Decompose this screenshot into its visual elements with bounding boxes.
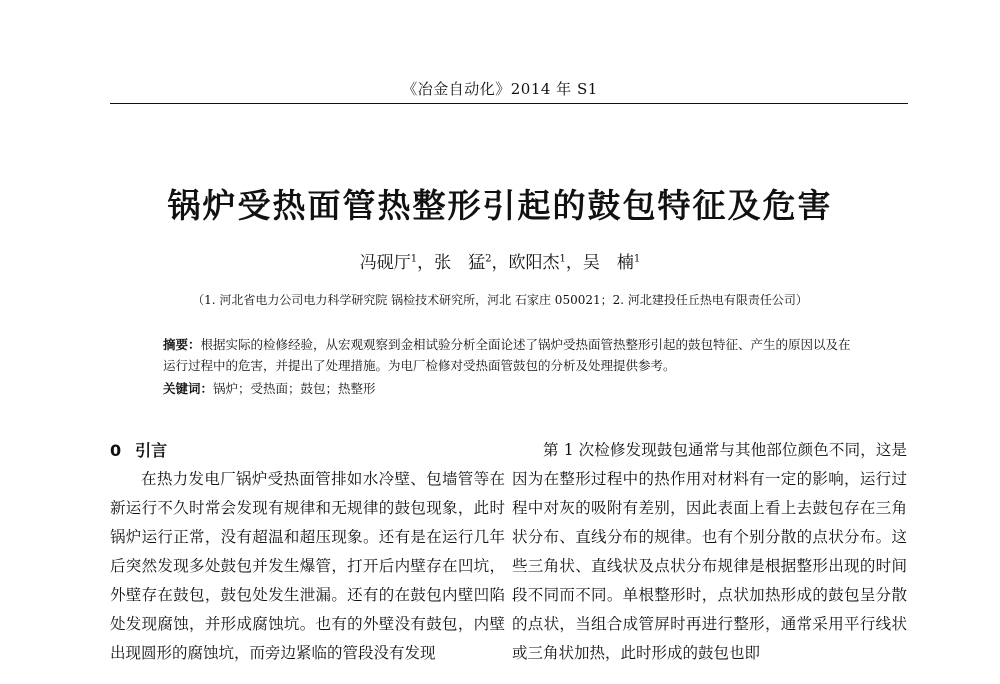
section-title: 引言 (135, 441, 168, 460)
author-name: 欧阳杰 (508, 253, 560, 273)
header-rule (110, 103, 908, 104)
author-separator: ， (417, 253, 435, 273)
author-separator: ， (491, 253, 509, 273)
author-name: 吴 楠 (582, 253, 634, 273)
author-name: 冯砚厅 (359, 253, 411, 273)
body-paragraph: 在热力发电厂锅炉受热面管排如水冷壁、包墙管等在新运行不久时常会发现有规律和无规律的鼓包现象，此时锅炉运行正常，没有超温和超压现象。还有是在运行几年后突然发现多处鼓包并发生爆管，打开后内壁存在凹坑，外壁存在鼓包，鼓包处发生泄漏。还有的在鼓包内壁凹陷处发现腐蚀，并形成腐蚀坑。也有的外壁没有鼓包，内壁出现圆形的腐蚀坑，而旁边紧临的管段没有发现 (110, 470, 505, 662)
author (583, 253, 640, 273)
author-affil-mark: 2 (485, 253, 492, 265)
body-paragraph: 第 1 次检修发现鼓包通常与其他部位颜色不同，这是因为在整形过程中的热作用对材料有一定的影响，运行过程中对灰的吸附有差别，因此表面上看上去鼓包存在三角状分布、直线分布的规律。也有个别分散的点状分布。这些三角状、直线状及点状分布规律是根据整形出现的时间段不同而不同。单根整形时，点状加热形成的鼓包呈分散的点状，当组合成管屏时再进行整形，通常采用平行线状或三角状加热，此时形成的鼓包也即 (512, 441, 907, 662)
section-number: 0 (110, 441, 122, 460)
keywords (163, 378, 863, 399)
affiliation: （1. 河北省电力公司电力科学研究院 锅检技术研究所，河北 石家庄 050021；2. 河北建投任丘热电有限责任公司） (192, 293, 808, 307)
abstract-text: 根据实际的检修经验，从宏观观察到金相试验分析全面论述了锅炉受热面管热整形引起的鼓包特征、产生的原因以及在运行过程中的危害，并提出了处理措施。为电厂检修对受热面管鼓包的分析及处理提供参考。 (163, 337, 851, 373)
journal-header: 《冶金自动化》2014 年 S1 (402, 80, 598, 98)
author-affil-mark: 1 (633, 253, 641, 265)
section-heading (110, 436, 505, 465)
keywords-label: 关键词： (163, 381, 214, 396)
author-list (0, 248, 1000, 273)
author-affil-mark: 1 (410, 253, 418, 265)
keywords-text: 锅炉；受热面；鼓包；热整形 (213, 381, 376, 396)
author (434, 253, 491, 273)
author-separator: ， (565, 253, 583, 273)
author-name: 张 猛 (434, 253, 486, 273)
author (509, 253, 566, 273)
right-column (512, 436, 907, 668)
abstract-label: 摘要： (163, 337, 201, 352)
author (360, 253, 417, 273)
abstract (163, 334, 863, 376)
paper-title: 锅炉受热面管热整形引起的鼓包特征及危害 (167, 186, 833, 225)
author-affil-mark: 1 (559, 253, 566, 265)
left-column (110, 436, 505, 668)
